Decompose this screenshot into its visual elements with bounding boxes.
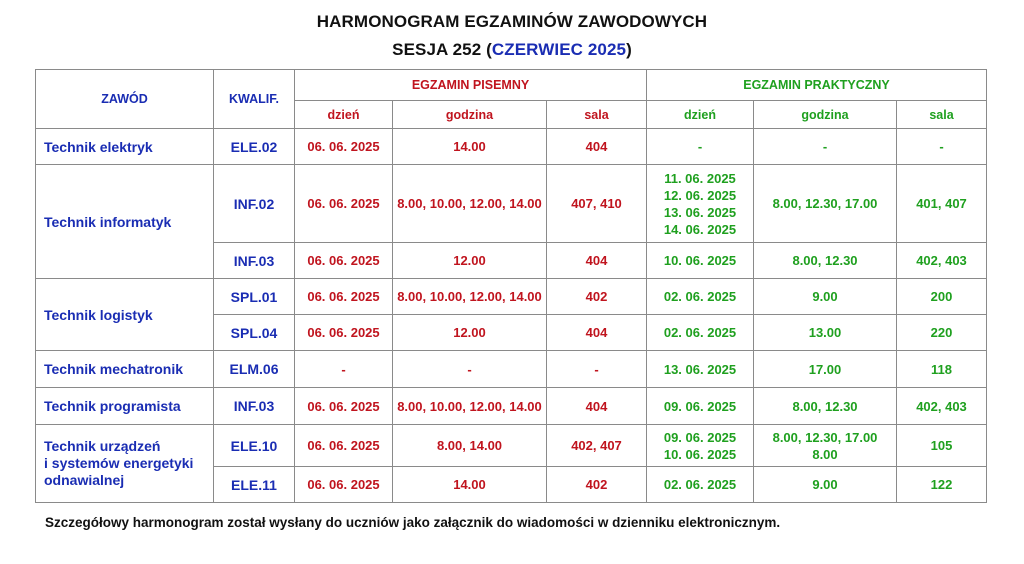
profession-cell: Technik logistyk (36, 279, 214, 351)
header-zawod: ZAWÓD (36, 70, 214, 129)
written-day-cell: 06. 06. 2025 (295, 129, 393, 165)
written-room-cell: 404 (547, 388, 647, 425)
practical-day-line: 10. 06. 2025 (663, 446, 737, 462)
practical-hour-line: 8.00 (812, 446, 838, 462)
header-pr-sala: sala (897, 101, 987, 129)
written-room-cell: 404 (547, 129, 647, 165)
practical-day-cell: 13. 06. 2025 (647, 351, 754, 388)
header-kwalif: KWALIF. (214, 70, 295, 129)
profession-line: i systemów energetyki (44, 455, 194, 471)
profession-cell: Technik mechatronik (36, 351, 214, 388)
qualification-cell: ELE.10 (214, 425, 295, 467)
profession-line: Technik urządzeń (44, 438, 161, 454)
practical-room-cell: 118 (897, 351, 987, 388)
practical-room-cell: 105 (897, 425, 987, 467)
subtitle-suffix: ) (626, 40, 632, 59)
table-row (36, 351, 987, 388)
practical-day-cell: 02. 06. 2025 (647, 315, 754, 351)
qualification-cell: SPL.01 (214, 279, 295, 315)
practical-hour-cell: 8.00, 12.30, 17.00 (754, 165, 897, 243)
profession-cell (36, 425, 214, 503)
profession-cell: Technik programista (36, 388, 214, 425)
practical-day-line: 12. 06. 2025 (663, 187, 737, 203)
written-hour-cell: 12.00 (393, 315, 547, 351)
profession-cell: Technik elektryk (36, 129, 214, 165)
qualification-cell: INF.03 (214, 243, 295, 279)
footer-note: Szczegółowy harmonogram został wysłany do uczniów jako załącznik do wiadomości w dzienniku elektronicznym. (45, 515, 781, 530)
qualification-cell: INF.03 (214, 388, 295, 425)
written-room-cell: 402 (547, 467, 647, 503)
practical-hour-cell (754, 425, 897, 467)
practical-day-line: 09. 06. 2025 (663, 429, 737, 445)
table-row (36, 129, 987, 165)
written-room-cell: 402, 407 (547, 425, 647, 467)
practical-hour-cell: 9.00 (754, 279, 897, 315)
practical-room-cell: 401, 407 (897, 165, 987, 243)
written-day-cell: 06. 06. 2025 (295, 425, 393, 467)
page-subtitle (0, 40, 1024, 60)
exam-schedule-table (35, 69, 987, 503)
subtitle-prefix: SESJA 252 ( (392, 40, 492, 59)
practical-day-line: 14. 06. 2025 (663, 221, 737, 237)
practical-day-cell (647, 165, 754, 243)
written-room-cell: 404 (547, 315, 647, 351)
written-room-cell: 404 (547, 243, 647, 279)
practical-day-cell: 02. 06. 2025 (647, 467, 754, 503)
practical-room-cell: 200 (897, 279, 987, 315)
qualification-cell: ELE.02 (214, 129, 295, 165)
header-p-godzina: godzina (393, 101, 547, 129)
written-hour-cell: 8.00, 10.00, 12.00, 14.00 (393, 388, 547, 425)
written-room-cell: 402 (547, 279, 647, 315)
header-pr-godzina: godzina (754, 101, 897, 129)
written-day-cell: - (295, 351, 393, 388)
practical-day-line: 13. 06. 2025 (663, 204, 737, 220)
practical-hour-cell: - (754, 129, 897, 165)
subtitle-highlight: CZERWIEC 2025 (491, 40, 627, 59)
practical-day-cell: - (647, 129, 754, 165)
profession-line: odnawialnej (44, 472, 125, 488)
written-hour-cell: 14.00 (393, 129, 547, 165)
written-day-cell: 06. 06. 2025 (295, 467, 393, 503)
header-egzamin-praktyczny: EGZAMIN PRAKTYCZNY (647, 70, 987, 101)
table-row (36, 279, 987, 315)
practical-day-cell (647, 425, 754, 467)
qualification-cell: SPL.04 (214, 315, 295, 351)
written-day-cell: 06. 06. 2025 (295, 279, 393, 315)
qualification-cell: ELE.11 (214, 467, 295, 503)
practical-hour-cell: 17.00 (754, 351, 897, 388)
written-hour-cell: 14.00 (393, 467, 547, 503)
header-pr-dzien: dzień (647, 101, 754, 129)
practical-day-line: 11. 06. 2025 (664, 170, 736, 186)
header-egzamin-pisemny: EGZAMIN PISEMNY (295, 70, 647, 101)
practical-hour-line: 8.00, 12.30, 17.00 (772, 429, 878, 445)
written-room-cell: 407, 410 (547, 165, 647, 243)
table-row (36, 165, 987, 243)
header-p-dzien: dzień (295, 101, 393, 129)
practical-hour-cell: 9.00 (754, 467, 897, 503)
practical-hour-cell: 13.00 (754, 315, 897, 351)
qualification-cell: INF.02 (214, 165, 295, 243)
written-hour-cell: 12.00 (393, 243, 547, 279)
header-p-sala: sala (547, 101, 647, 129)
written-hour-cell: - (393, 351, 547, 388)
practical-room-cell: - (897, 129, 987, 165)
practical-day-cell: 02. 06. 2025 (647, 279, 754, 315)
written-hour-cell: 8.00, 10.00, 12.00, 14.00 (393, 165, 547, 243)
written-day-cell: 06. 06. 2025 (295, 165, 393, 243)
table-row (36, 388, 987, 425)
written-day-cell: 06. 06. 2025 (295, 388, 393, 425)
practical-room-cell: 122 (897, 467, 987, 503)
written-room-cell: - (547, 351, 647, 388)
written-hour-cell: 8.00, 14.00 (393, 425, 547, 467)
written-day-cell: 06. 06. 2025 (295, 243, 393, 279)
practical-hour-cell: 8.00, 12.30 (754, 388, 897, 425)
practical-day-cell: 09. 06. 2025 (647, 388, 754, 425)
practical-room-cell: 402, 403 (897, 243, 987, 279)
table-row (36, 425, 987, 467)
written-hour-cell: 8.00, 10.00, 12.00, 14.00 (393, 279, 547, 315)
practical-room-cell: 402, 403 (897, 388, 987, 425)
page-title: HARMONOGRAM EGZAMINÓW ZAWODOWYCH (316, 12, 708, 31)
practical-day-cell: 10. 06. 2025 (647, 243, 754, 279)
written-day-cell: 06. 06. 2025 (295, 315, 393, 351)
profession-cell: Technik informatyk (36, 165, 214, 279)
practical-hour-cell: 8.00, 12.30 (754, 243, 897, 279)
qualification-cell: ELM.06 (214, 351, 295, 388)
practical-room-cell: 220 (897, 315, 987, 351)
